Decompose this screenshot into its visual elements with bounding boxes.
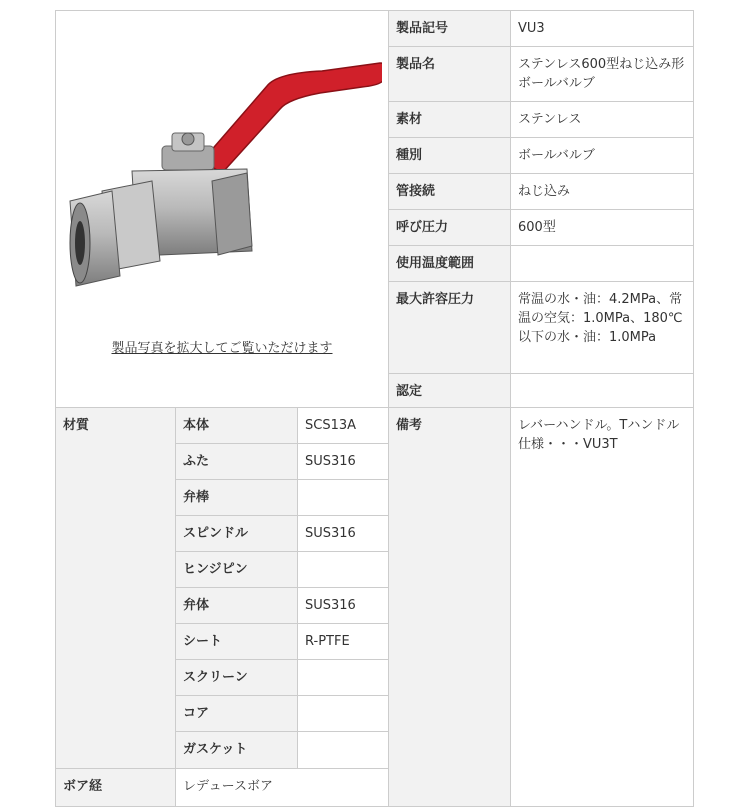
spec-value-nominal-pressure: 600型: [510, 209, 694, 246]
material-part-label: 本体: [175, 407, 298, 444]
spec-label-nominal-pressure: 呼び圧力: [388, 209, 511, 246]
ball-valve-image[interactable]: [62, 51, 382, 311]
material-part-label: スクリーン: [175, 659, 298, 696]
spec-value-kind: ボールバルブ: [510, 137, 694, 174]
spec-label-kind: 種別: [388, 137, 511, 174]
material-part-label: 弁棒: [175, 479, 298, 516]
spec-value-max-pressure: 常温の水・油：4.2MPa、常温の空気：1.0MPa、180℃以下の水・油：1.0MPa: [510, 281, 694, 374]
bore-value: レデュースボア: [175, 768, 389, 807]
spec-label-max-pressure: 最大許容圧力: [388, 281, 511, 374]
spec-value-material-type: ステンレス: [510, 101, 694, 138]
material-part-value: [297, 479, 389, 516]
remarks-value: レバーハンドル。Tハンドル仕様・・・VU3T: [510, 407, 694, 807]
material-part-label: ガスケット: [175, 731, 298, 769]
spec-label-certification: 認定: [388, 373, 511, 408]
spec-value-product-code: VU3: [510, 10, 694, 47]
material-part-value: R-PTFE: [297, 623, 389, 660]
spec-label-connection: 管接続: [388, 173, 511, 210]
spec-label-product-name: 製品名: [388, 46, 511, 102]
material-part-value: SUS316: [297, 587, 389, 624]
material-part-label: コア: [175, 695, 298, 732]
enlarge-photo-link[interactable]: 製品写真を拡大してご覧いただけます: [111, 341, 333, 356]
material-part-label: ヒンジピン: [175, 551, 298, 588]
material-part-value: SUS316: [297, 515, 389, 552]
material-part-label: スピンドル: [175, 515, 298, 552]
material-part-value: [297, 659, 389, 696]
material-label: 材質: [55, 407, 176, 769]
material-part-value: [297, 695, 389, 732]
material-part-label: ふた: [175, 443, 298, 480]
spec-value-product-name: ステンレス600型ねじ込み形ボールバルブ: [510, 46, 694, 102]
spec-value-certification: [510, 373, 694, 408]
material-part-value: [297, 551, 389, 588]
product-photo-cell: [55, 10, 389, 408]
material-part-label: シート: [175, 623, 298, 660]
material-part-value: SUS316: [297, 443, 389, 480]
bore-label: ボア経: [55, 768, 176, 807]
material-part-label: 弁体: [175, 587, 298, 624]
spec-label-material-type: 素材: [388, 101, 511, 138]
spec-label-temperature-range: 使用温度範囲: [388, 245, 511, 282]
spec-value-temperature-range: [510, 245, 694, 282]
remarks-label: 備考: [388, 407, 511, 807]
material-part-value: [297, 731, 389, 769]
spec-label-product-code: 製品記号: [388, 10, 511, 47]
spec-value-connection: ねじ込み: [510, 173, 694, 210]
material-part-value: SCS13A: [297, 407, 389, 444]
